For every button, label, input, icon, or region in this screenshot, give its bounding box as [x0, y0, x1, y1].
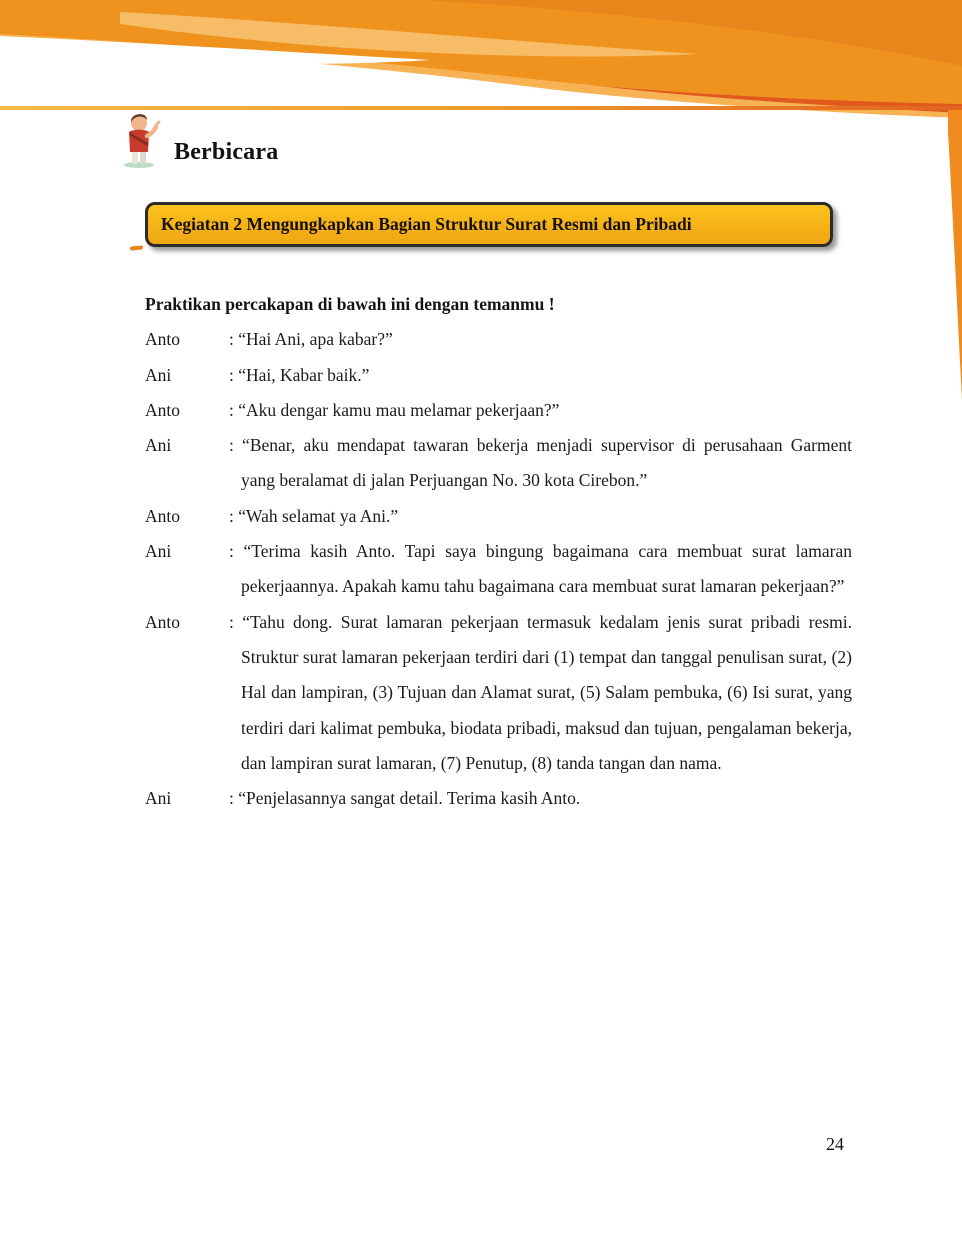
dialogue-row — [145, 605, 852, 781]
dialogue-row — [145, 322, 852, 357]
dialogue-list — [145, 322, 852, 816]
dialogue-speaker: Ani — [145, 364, 172, 385]
header-divider-line — [0, 106, 962, 110]
dialogue-row — [145, 428, 852, 499]
activity-banner — [145, 202, 833, 247]
page-number: 24 — [826, 1134, 844, 1154]
dialogue-text: : “Terima kasih Anto. Tapi saya bingung bagaimana cara membuat surat lamaran pekerjaannya. Apakah kamu tahu bagaimana cara membuat surat lamaran pekerjaan?” — [229, 541, 852, 597]
dialogue-text: : “Penjelasannya sangat detail. Terima kasih Anto. — [229, 788, 581, 809]
dialogue-row — [145, 499, 852, 534]
dialogue-row — [145, 393, 852, 428]
dialogue-speaker: Ani — [145, 435, 172, 456]
dialogue-section — [145, 287, 852, 816]
dialogue-text: : “Benar, aku mendapat tawaran bekerja menjadi supervisor di perusahaan Garment yang beralamat di jalan Perjuangan No. 30 kota Cirebon.” — [229, 435, 852, 491]
dialogue-row — [145, 781, 852, 816]
dialogue-speaker: Anto — [145, 505, 180, 526]
dialogue-speaker: Anto — [145, 399, 180, 420]
dialogue-speaker: Ani — [145, 788, 172, 809]
instruction-text: Praktikan percakapan di bawah ini dengan temanmu ! — [145, 294, 555, 314]
activity-banner-label: Kegiatan 2 Mengungkapkan Bagian Struktur Surat Resmi dan Pribadi — [161, 214, 692, 234]
speaking-person-icon — [118, 112, 164, 168]
dialogue-text: : “Tahu dong. Surat lamaran pekerjaan termasuk kedalam jenis surat pribadi resmi. Struktur surat lamaran pekerjaan terdiri dari (1) tempat dan tanggal penulisan surat, (2) Hal dan lampiran, (3) Tujuan dan Alamat surat, (5) Salam pembuka, (6) Isi surat, yang terdiri dari kalimat pembuka, biodata pribadi, maksud dan tujuan, pengalaman bekerja, dan lampiran surat lamaran, (7) Penutup, (8) tanda tangan dan nama. — [229, 611, 852, 773]
dialogue-speaker: Anto — [145, 329, 180, 350]
dialogue-speaker: Ani — [145, 541, 172, 562]
dialogue-row — [145, 534, 852, 605]
dialogue-row — [145, 358, 852, 393]
section-title: Berbicara — [174, 139, 279, 165]
dialogue-speaker: Anto — [145, 611, 180, 632]
section-header — [118, 112, 278, 168]
dialogue-text: : “Hai, Kabar baik.” — [229, 364, 370, 385]
dialogue-text: : “Wah selamat ya Ani.” — [229, 505, 399, 526]
dialogue-text: : “Hai Ani, apa kabar?” — [229, 329, 393, 350]
dialogue-text: : “Aku dengar kamu mau melamar pekerjaan?” — [229, 399, 560, 420]
